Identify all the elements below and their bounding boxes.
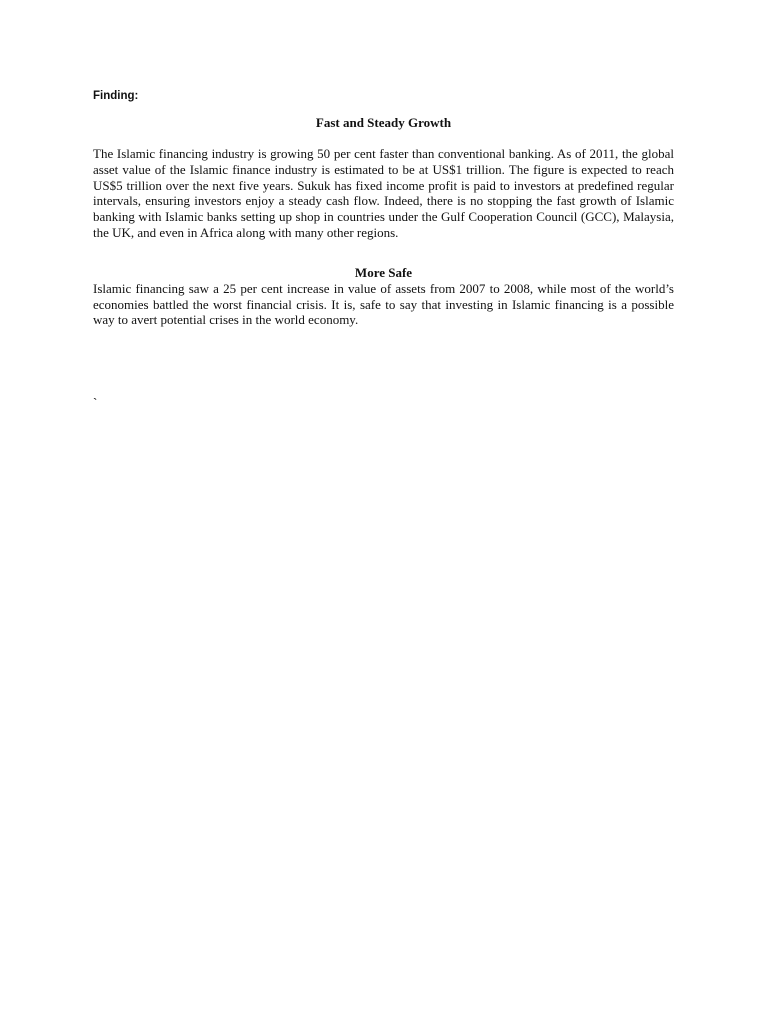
stray-backtick-mark: ` — [93, 395, 98, 411]
section-heading-fast-growth: Fast and Steady Growth — [315, 115, 452, 130]
section-heading-more-safe: More Safe — [354, 264, 413, 280]
finding-label: Finding: — [93, 90, 139, 102]
section-body-fast-growth: The Islamic financing industry is growing 50 per cent faster than conventional banking. As of 2011, the global asset value of the Islamic finance industry is estimated to be at US$1 trillion. The figure is expected to reach US$5 trillion over the next five years. Sukuk has fixed income profit is paid to investors at predefined regular intervals, ensuring investors enjoy a steady cash flow. Indeed, there is no stopping the fast growth of Islamic banking with Islamic banks setting up shop in countries under the Gulf Cooperation Council (GCC), Malaysia, the UK, and even in Africa along with many other regions. — [93, 146, 674, 240]
document-content — [93, 88, 674, 411]
section-body-more-safe: Islamic financing saw a 25 per cent increase in value of assets from 2007 to 2008, while most of the world’s economies battled the worst financial crisis. It is, safe to say that investing in Islamic financing is a possible way to avert potential crises in the world economy. — [93, 280, 674, 328]
